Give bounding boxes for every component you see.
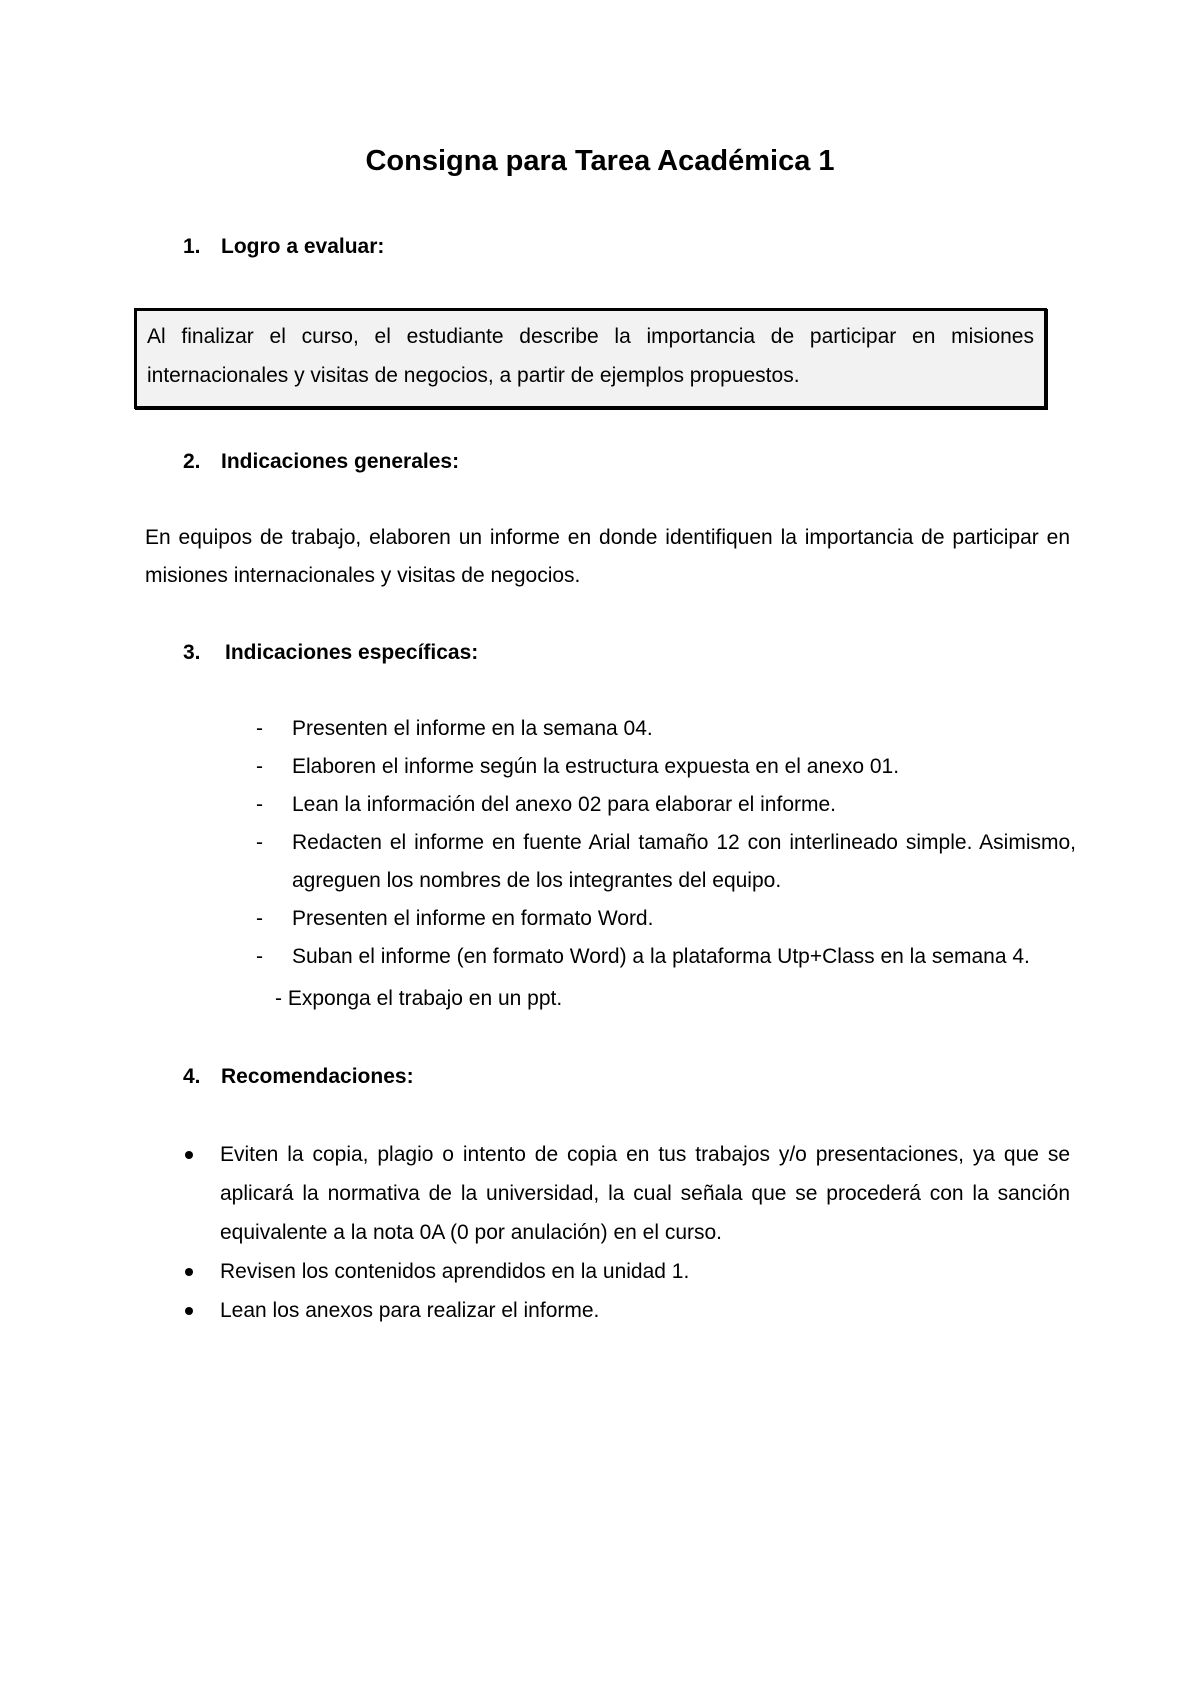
paragraph-text: En equipos de trabajo, elaboren un informe en donde identifiquen la importancia de participar en misiones internacionales y visitas de negocios. <box>145 526 1070 587</box>
dash-marker: - <box>256 755 263 778</box>
list-item-text: Revisen los contenidos aprendidos en la unidad 1. <box>220 1260 690 1283</box>
list-item-text: Redacten el informe en fuente Arial tamaño 12 con interlineado simple. Asimismo, agreguen los nombres de los integrantes del equipo. <box>292 831 1076 892</box>
dash-marker: - <box>256 793 263 816</box>
list-item-text: Presenten el informe en la semana 04. <box>292 717 653 740</box>
section-number: 3. <box>183 641 201 664</box>
list-item <box>256 748 1076 786</box>
list-item <box>256 786 1076 824</box>
list-item-text: Elaboren el informe según la estructura expuesta en el anexo 01. <box>292 755 900 778</box>
bullet-icon <box>185 1151 193 1159</box>
section-heading-recomendaciones <box>183 1063 414 1091</box>
document-title: Consigna para Tarea Académica 1 <box>365 145 835 177</box>
section-title: Logro a evaluar: <box>221 235 385 258</box>
extra-indication: - Exponga el trabajo en un ppt. <box>275 987 563 1010</box>
list-item <box>256 938 1076 976</box>
section-number: 4. <box>183 1065 201 1088</box>
list-item-text: Presenten el informe en formato Word. <box>292 907 654 930</box>
list-item <box>182 1135 1070 1252</box>
list-item-text: Lean los anexos para realizar el informe. <box>220 1299 600 1322</box>
specific-indications-list <box>256 710 1076 976</box>
bullet-icon <box>185 1268 193 1276</box>
list-item <box>256 824 1076 900</box>
dash-marker: - <box>256 831 263 854</box>
logro-box: Al finalizar el curso, el estudiante describe la importancia de participar en misiones internacionales y visitas de negocios, a partir de ejemplos propuestos. <box>134 308 1047 409</box>
section-title: Indicaciones generales: <box>221 450 460 473</box>
section-number: 1. <box>183 235 201 258</box>
list-item-text: Eviten la copia, plagio o intento de copia en tus trabajos y/o presentaciones, ya que se aplicará la normativa de la universidad, la cual señala que se procederá con la sanción equivalente a la nota 0A (0 por anulación) en el curso. <box>220 1143 1070 1244</box>
list-item-text: Suban el informe (en formato Word) a la plataforma Utp+Class en la semana 4. <box>292 945 1030 968</box>
list-item <box>182 1252 1070 1291</box>
list-item <box>256 900 1076 938</box>
section-heading-indicaciones-generales <box>183 448 459 476</box>
section-title: Indicaciones específicas: <box>225 641 479 664</box>
section-heading-indicaciones-especificas <box>183 639 478 667</box>
section-number: 2. <box>183 450 201 473</box>
list-item-text: Lean la información del anexo 02 para elaborar el informe. <box>292 793 837 816</box>
section-heading-logro <box>183 233 384 261</box>
recommendations-list <box>182 1135 1070 1330</box>
general-indications-paragraph <box>145 519 1070 595</box>
list-item <box>182 1291 1070 1330</box>
dash-marker: - <box>256 717 263 740</box>
list-item <box>256 710 1076 748</box>
section-title: Recomendaciones: <box>221 1065 414 1088</box>
dash-marker: - <box>256 945 263 968</box>
bullet-icon <box>185 1307 193 1315</box>
dash-marker: - <box>256 907 263 930</box>
